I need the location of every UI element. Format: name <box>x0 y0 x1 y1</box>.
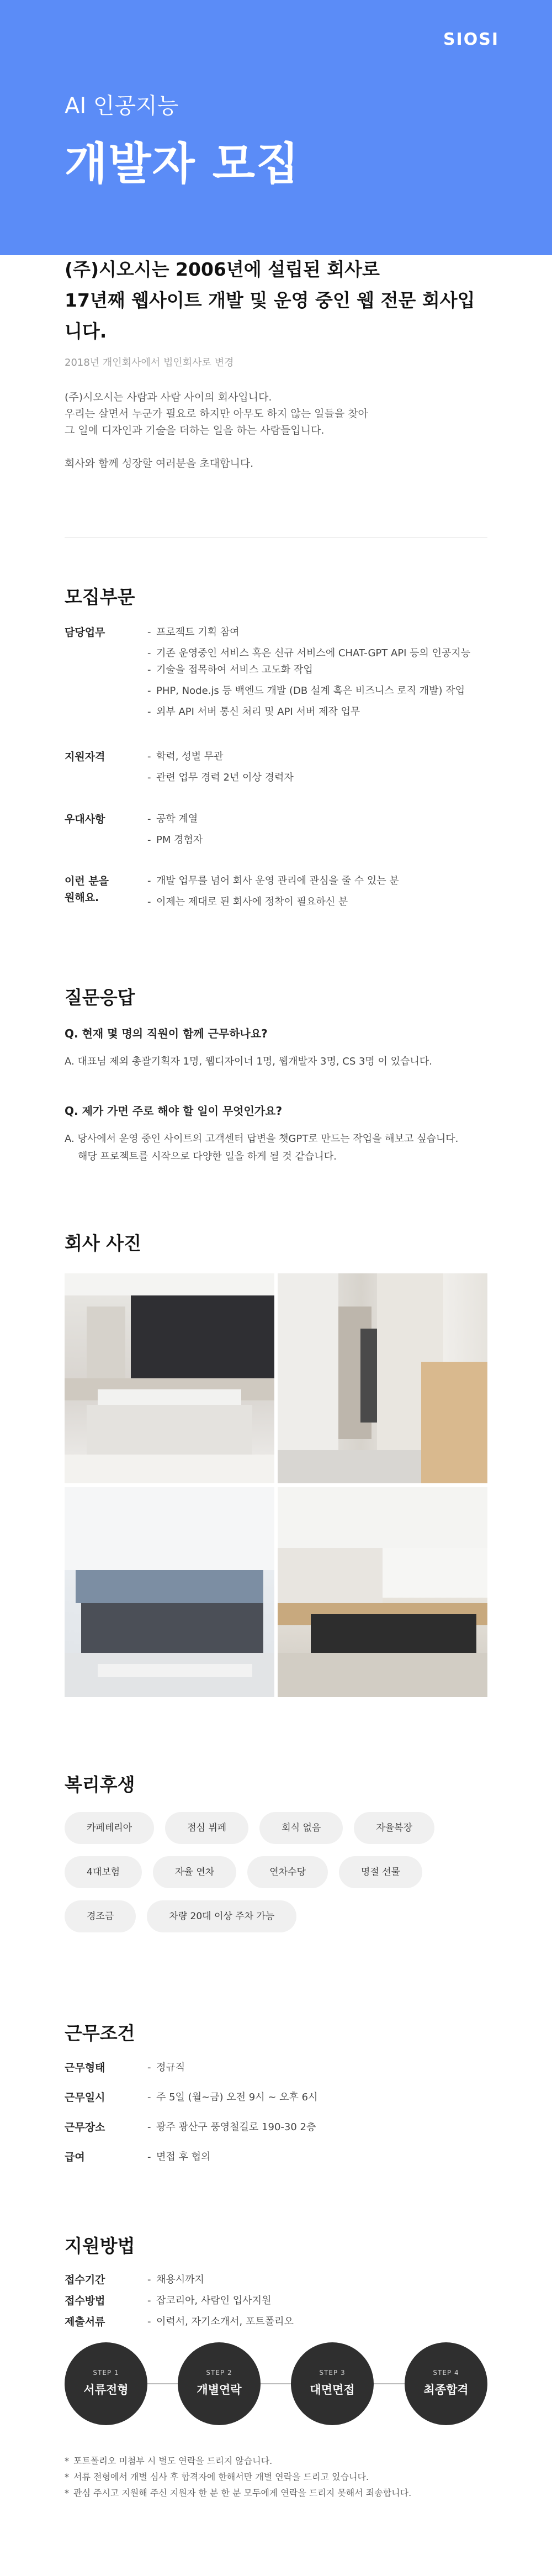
preference-item: - 공학 계열 <box>147 811 487 828</box>
hero-title: 개발자 모집 <box>65 138 300 189</box>
apply-note: * 관심 주시고 지원해 주신 지원자 한 분 한 분 모두에게 연락을 드리지 못해서 죄송합니다. <box>65 2485 487 2501</box>
apply-notes <box>65 2453 487 2501</box>
company-logo: SIOSI <box>443 30 499 49</box>
welfare-chip: 경조금 <box>65 1900 136 1932</box>
welfare-chip: 차량 20대 이상 주차 가능 <box>147 1900 296 1932</box>
qualification-label: 지원자격 <box>65 751 105 763</box>
duty-item: - PHP, Node.js 등 백엔드 개발 (DB 설계 혹은 비즈니스 로직 개발) 작업 <box>147 683 487 699</box>
hero-banner <box>0 0 552 255</box>
welfare-chip: 점심 뷔페 <box>165 1812 248 1844</box>
welfare-chip: 자율복장 <box>354 1812 434 1844</box>
duty-item: - 프로젝트 기획 참여 <box>147 624 487 641</box>
step-4: STEP 4 최종합격 <box>405 2342 487 2425</box>
step-3: STEP 3 대면면접 <box>291 2342 374 2425</box>
hero-subtitle: AI 인공지능 <box>65 93 179 119</box>
wanted-item: - 개발 업무를 넘어 회사 운영 관리에 관심을 줄 수 있는 분 <box>147 873 487 889</box>
intro-body-line: 회사와 함께 성장할 여러분을 초대합니다. <box>65 457 254 470</box>
preference-item: - PM 경험자 <box>147 832 487 849</box>
qa-title: 질문응답 <box>65 987 135 1008</box>
duty-item-cont: - 기술을 접목하여 서비스 고도화 작업 <box>147 662 487 678</box>
intro-body-line: 그 일에 디자인과 기술을 더하는 일을 하는 사람들입니다. <box>65 424 325 436</box>
apply-note: * 포트폴리오 미첨부 시 별도 연락을 드리지 않습니다. <box>65 2453 487 2469</box>
process-steps <box>65 2342 487 2425</box>
intro-body-line: (주)시오시는 사람과 사람 사이의 회사입니다. <box>65 391 272 403</box>
step-1: STEP 1 서류전형 <box>65 2342 147 2425</box>
intro-note: 2018년 개인회사에서 법인회사로 변경 <box>65 357 234 368</box>
duty-item: - 외부 API 서버 통신 처리 및 API 서버 제작 업무 <box>147 704 487 720</box>
office-photo-meeting-room <box>278 1487 487 1697</box>
intro-body-line: 우리는 살면서 누군가 필요로 하지만 아무도 하지 않는 일들을 찾아 <box>65 408 368 420</box>
office-photo-kitchen <box>65 1273 274 1483</box>
qa-question: Q. 현재 몇 명의 직원이 함께 근무하나요? <box>65 1027 268 1040</box>
welfare-chip: 연차수당 <box>247 1856 328 1888</box>
intro-headline-2: 17년째 웹사이트 개발 및 운영 중인 웹 전문 회사입니다. <box>65 289 475 342</box>
steps-connector <box>98 2383 454 2384</box>
duties-label: 담당업무 <box>65 626 105 639</box>
intro-body <box>65 389 487 472</box>
wanted-item: - 이제는 제대로 된 회사에 정착이 필요하신 분 <box>147 894 487 910</box>
step-2: STEP 2 개별연락 <box>178 2342 261 2425</box>
welfare-title: 복리후생 <box>65 1774 135 1795</box>
divider <box>65 537 487 538</box>
welfare-chips <box>65 1812 487 1945</box>
duty-item: - 기존 운영중인 서비스 혹은 신규 서비스에 CHAT-GPT API 등의 인공지능 <box>147 645 487 662</box>
preference-label: 우대사항 <box>65 813 105 825</box>
intro-headline-1: (주)시오시는 2006년에 설립된 회사로 <box>65 259 380 280</box>
qualification-item: - 학력, 성별 무관 <box>147 749 487 765</box>
qa-answer-cont: 해당 프로젝트를 시작으로 다양한 일을 하게 될 것 같습니다. <box>78 1151 337 1162</box>
welfare-chip: 명절 선물 <box>339 1856 422 1888</box>
photos-title: 회사 사진 <box>65 1232 142 1254</box>
qa-item-1 <box>65 1025 487 1071</box>
qualification-item: - 관련 업무 경력 2년 이상 경력자 <box>147 770 487 786</box>
apply-note: * 서류 전형에서 개별 심사 후 합격자에 한해서만 개별 연락을 드리고 있습니다. <box>65 2469 487 2485</box>
wanted-label: 이런 분을 원해요. <box>65 875 109 904</box>
welfare-chip: 자율 연차 <box>153 1856 236 1888</box>
qa-answer: A. 당사에서 운영 중인 사이트의 고객센터 답변을 챗GPT로 만드는 작업을 해보고 싶습니다. <box>65 1133 459 1145</box>
office-photo-hallway <box>278 1273 487 1483</box>
welfare-chip: 회식 없음 <box>259 1812 343 1844</box>
apply-title: 지원방법 <box>65 2235 135 2257</box>
office-photo-workspace <box>65 1487 274 1697</box>
qa-answer: A. 대표님 제외 총괄기획자 1명, 웹디자이너 1명, 웹개발자 3명, CS 3명 이 있습니다. <box>65 1056 432 1067</box>
recruit-title: 모집부문 <box>65 586 135 608</box>
intro-section <box>65 254 487 472</box>
qa-question: Q. 제가 가면 주로 해야 할 일이 무엇인가요? <box>65 1104 283 1118</box>
qa-item-2 <box>65 1102 487 1166</box>
welfare-chip: 카페테리아 <box>65 1812 154 1844</box>
conditions-title: 근무조건 <box>65 2022 135 2044</box>
welfare-chip: 4대보험 <box>65 1856 142 1888</box>
